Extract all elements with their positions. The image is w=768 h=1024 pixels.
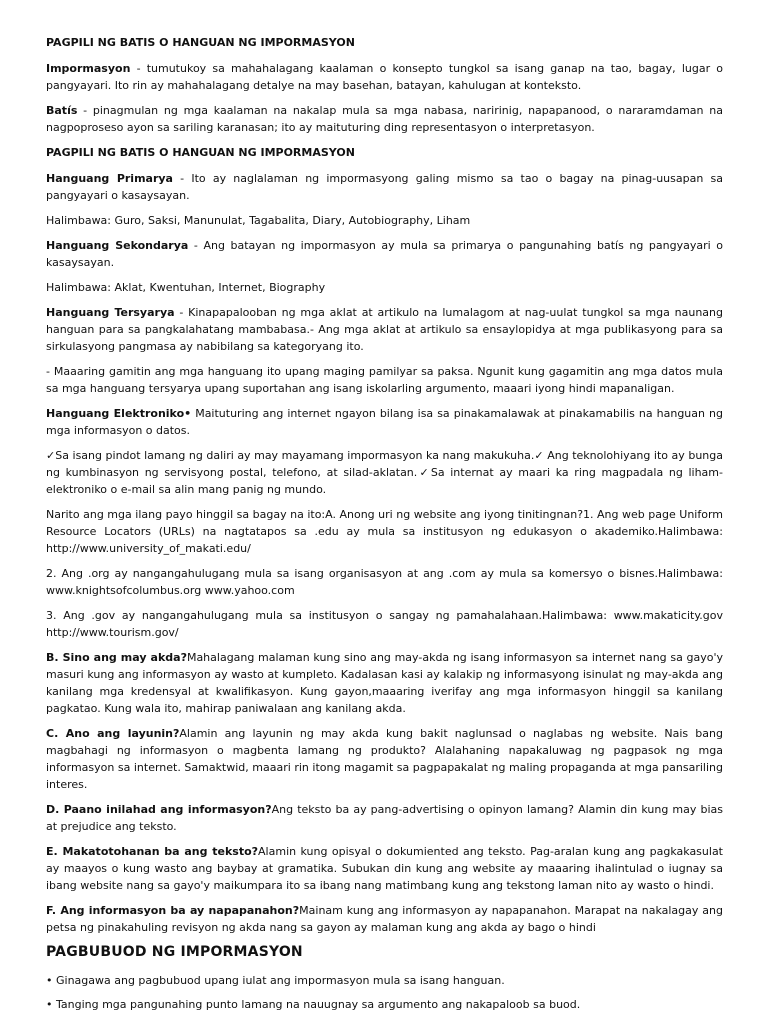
para-f: [46, 902, 723, 936]
para-elektroniko: [46, 405, 723, 439]
term-f: F. Ang informasyon ba ay napapanahon?: [46, 904, 300, 917]
para-primarya: [46, 170, 723, 204]
text-sekondarya: - Ang batayan ng impormasyon ay mula sa primarya o pangunahing batís ng pangyayari o kasaysayan.: [46, 239, 723, 269]
document-page: [46, 34, 723, 1020]
text-elektroniko: Maituturing ang internet ngayon bilang isa sa pinakamalawak at pinakamabilis na hanguan ng mga informasyon o datos.: [46, 407, 723, 437]
bullet-1: • Ginagawa ang pagbubuod upang iulat ang impormasyon mula sa isang hanguan.: [46, 974, 505, 987]
para-item-2: 2. Ang .org ay nangangahulugang mula sa isang organisasyon at ang .com ay mula sa komersyo o bisnes.Halimbawa: www.knightsofcolumbus.org www.yahoo.com: [46, 567, 723, 597]
para-halimbawa-2: Halimbawa: Aklat, Kwentuhan, Internet, Biography: [46, 281, 326, 294]
term-d: D. Paano inilahad ang informasyon?: [46, 803, 272, 816]
term-impormasyon: Impormasyon: [46, 62, 131, 75]
para-d: [46, 801, 723, 835]
text-c: Alamin ang layunin ng may akda kung bakit naglunsad o naglabas ng website. Nais bang magbahagi ng informasyon o magbenta lamang ng produkto? Alalahaning napakaluwag ng pagpasok ng mga informasyon sa internet. Samaktwid, maaari rin itong magamit sa pagpapakalat ng maling propaganda at mga pansariling interes.: [46, 727, 723, 791]
text-d: Ang teksto ba ay pang-advertising o opinyon lamang? Alamin din kung may bias at prejudice ang teksto.: [46, 803, 723, 833]
para-impormasyon: [46, 60, 723, 94]
term-b: B. Sino ang may akda?: [46, 651, 187, 664]
text-impormasyon: - tumutukoy sa mahahalagang kaalaman o konsepto tungkol sa isang ganap na tao, bagay, lugar o pangyayari. Ito rin ay mahahalagang detalye na may basehan, batayan, kahulugan at konteksto.: [46, 62, 723, 92]
term-batis: Batís: [46, 104, 78, 117]
para-tersyarya: [46, 304, 723, 355]
para-item-3: 3. Ang .gov ay nangangahulugang mula sa institusyon o sangay ng pamahalahaan.Halimbawa: www.makaticity.gov http://www.tourism.gov/: [46, 609, 723, 639]
para-halimbawa-1: Halimbawa: Guro, Saksi, Manunulat, Tagabalita, Diary, Autobiography, Liham: [46, 214, 471, 227]
text-e: Alamin kung opisyal o dokumiented ang teksto. Pag-aralan kung ang pagkakasulat ay maayos o kung wasto ang baybay at gramatika. Subukan din kung ang website ay maaaring ihalintulad o iugnay sa ibang website nang sa gayo'y maikumpara ito sa ibang nang matimbang kung ang tekstong laman nito ay wasto o hindi.: [46, 845, 723, 892]
para-sekondarya: [46, 237, 723, 271]
para-b: [46, 649, 723, 717]
heading-pagpili-2: PAGPILI NG BATIS O HANGUAN NG IMPORMASYON: [46, 146, 355, 159]
text-f: Mainam kung ang informasyon ay napapanahon. Marapat na nakalagay ang petsa ng pinakahuling revisyon ng akda nang sa gayon ay malaman kung ang akda ay bago o hindi: [46, 904, 723, 934]
para-narito: Narito ang mga ilang payo hinggil sa bagay na ito:A. Anong uri ng website ang iyong tinitingnan?1. Ang web page Uniform Resource Locators (URLs) na nagtatapos sa .edu ay mula sa institusyon ng edukasyon o akademiko.Halimbawa: http://www.university_of_makati.edu/: [46, 508, 723, 555]
term-e: E. Makatotohanan ba ang teksto?: [46, 845, 259, 858]
term-elektroniko: Hanguang Elektroniko•: [46, 407, 192, 420]
heading-pagbubuod: PAGBUBUOD NG IMPORMASYON: [46, 944, 303, 960]
term-sekondarya: Hanguang Sekondarya: [46, 239, 189, 252]
text-tersyarya: - Kinapapalooban ng mga aklat at artikulo na lumalagom at nag-uulat tungkol sa mga naunang hanguan para sa pangkalahatang mambabasa.- Ang mga aklat at artikulo sa ensaylopidya at mga publikasyong para sa sirkulasyong pangmasa ay nabibilang sa kategoryang ito.: [46, 306, 723, 353]
bullet-2: • Tanging mga pangunahing punto lamang na nauugnay sa argumento ang nakapaloob sa buod.: [46, 998, 581, 1011]
term-tersyarya: Hanguang Tersyarya: [46, 306, 175, 319]
para-maaaring: - Maaaring gamitin ang mga hanguang ito upang maging pamilyar sa paksa. Ngunit kung gagamitin ang mga datos mula sa mga hanguang tersyarya upang suportahan ang isang iskolarling argumento, maaari iyong hindi mapanaligan.: [46, 365, 723, 395]
term-c: C. Ano ang layunin?: [46, 727, 180, 740]
para-batis: [46, 102, 723, 136]
para-c: [46, 725, 723, 793]
heading-pagpili-1: PAGPILI NG BATIS O HANGUAN NG IMPORMASYON: [46, 36, 355, 49]
text-primarya: - Ito ay naglalaman ng impormasyong galing mismo sa tao o bagay na pinag-uusapan sa pangyayari o kasaysayan.: [46, 172, 723, 202]
para-e: [46, 843, 723, 894]
para-checks: ✓Sa isang pindot lamang ng daliri ay may mayamang impormasyon ka nang makukuha.✓ Ang teknolohiyang ito ay bunga ng kumbinasyon ng servisyong postal, telefono, at silad-aklatan.✓Sa internat ay maari ka ring magpadala ng liham-elektroniko o e-mail sa alin mang panig ng mundo.: [46, 449, 723, 496]
text-b: Mahalagang malaman kung sino ang may-akda ng isang informasyon sa internet nang sa gayo'y masuri kung ang informasyon ay wasto at kumpleto. Kadalasan kasi ay kalakip ng informasyong isinulat ng may-akda ang kanilang mga kredensyal at kwalifikasyon. Kung gayon,maaaring iverifay ang mga informasyon hinggil sa kanilang pagkatao. Kung wala ito, mahirap paniwalaan ang kanilang akda.: [46, 651, 723, 715]
text-batis: - pinagmulan ng mga kaalaman na nakalap mula sa mga nabasa, naririnig, napapanood, o nararamdaman na nagpoproseso ayon sa sariling karanasan; ito ay maituturing ding representasyon o interpretasyon.: [46, 104, 723, 134]
term-primarya: Hanguang Primarya: [46, 172, 173, 185]
